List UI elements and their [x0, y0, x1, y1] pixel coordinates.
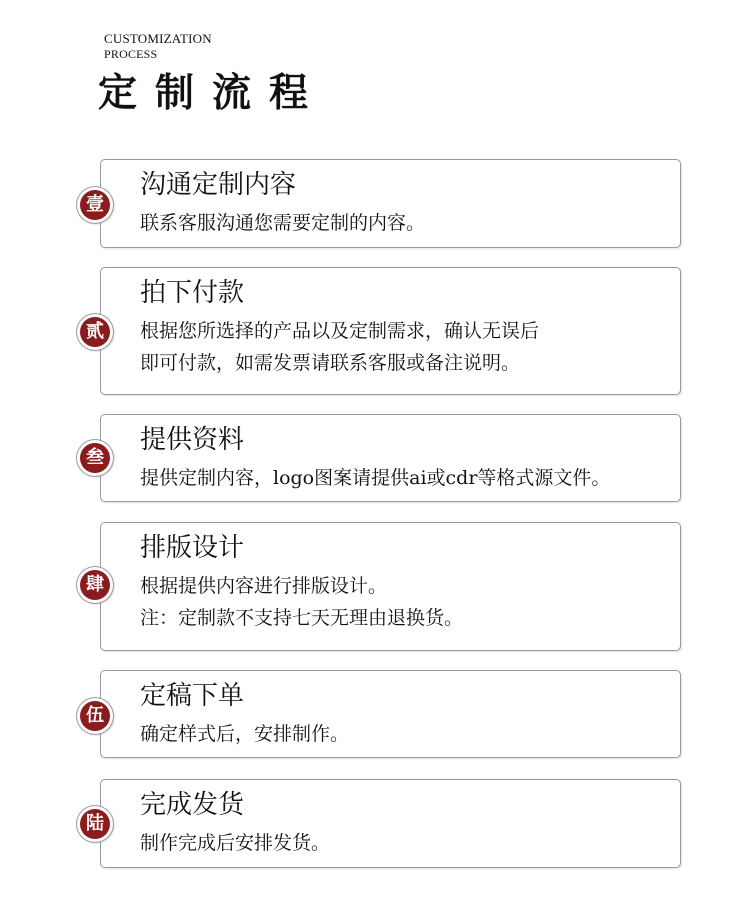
step-description-line: 注：定制款不支持七天无理由退换货。	[140, 607, 464, 629]
step-number: 壹	[80, 190, 110, 220]
step-title: 提供资料	[140, 425, 245, 455]
step-title: 完成发货	[140, 790, 245, 820]
step-description	[140, 827, 330, 859]
step-number: 叁	[80, 443, 110, 473]
step-description-line: 根据您所选择的产品以及定制需求，确认无误后	[140, 320, 540, 342]
step-number-badge-4	[77, 567, 113, 603]
step-number-badge-2	[77, 314, 113, 350]
step-title: 排版设计	[140, 533, 245, 563]
step-title: 拍下付款	[140, 278, 245, 308]
page-header	[98, 31, 404, 117]
step-card-1	[100, 159, 681, 248]
step-description	[140, 718, 349, 750]
step-description-line: 提供定制内容，logo图案请提供ai或cdr等格式源文件。	[140, 467, 611, 489]
step-card-3	[100, 414, 681, 502]
step-title: 定稿下单	[140, 681, 245, 711]
step-description-line: 确定样式后，安排制作。	[140, 723, 350, 745]
header-english	[104, 31, 404, 61]
page-title: 定制流程	[98, 70, 327, 116]
step-number: 陆	[80, 809, 110, 839]
step-description-line: 联系客服沟通您需要定制的内容。	[140, 212, 426, 234]
step-card-4	[100, 522, 681, 651]
step-description	[140, 570, 463, 634]
step-description	[140, 207, 425, 239]
step-description-line: 即可付款，如需发票请联系客服或备注说明。	[140, 352, 521, 374]
step-number-badge-5	[77, 698, 113, 734]
step-title: 沟通定制内容	[140, 170, 297, 200]
step-description	[140, 315, 539, 379]
step-description-line: 根据提供内容进行排版设计。	[140, 575, 388, 597]
step-card-5	[100, 670, 681, 758]
header-english-line1: CUSTOMIZATION	[104, 31, 212, 46]
step-description-line: 制作完成后安排发货。	[140, 832, 331, 854]
step-number: 贰	[80, 317, 110, 347]
step-card-6	[100, 779, 681, 868]
step-description	[140, 462, 610, 494]
step-number: 伍	[80, 701, 110, 731]
step-number: 肆	[80, 570, 110, 600]
step-number-badge-6	[77, 806, 113, 842]
step-number-badge-3	[77, 440, 113, 476]
step-number-badge-1	[77, 187, 113, 223]
header-english-line2: PROCESS	[104, 47, 158, 61]
step-card-2	[100, 267, 681, 395]
